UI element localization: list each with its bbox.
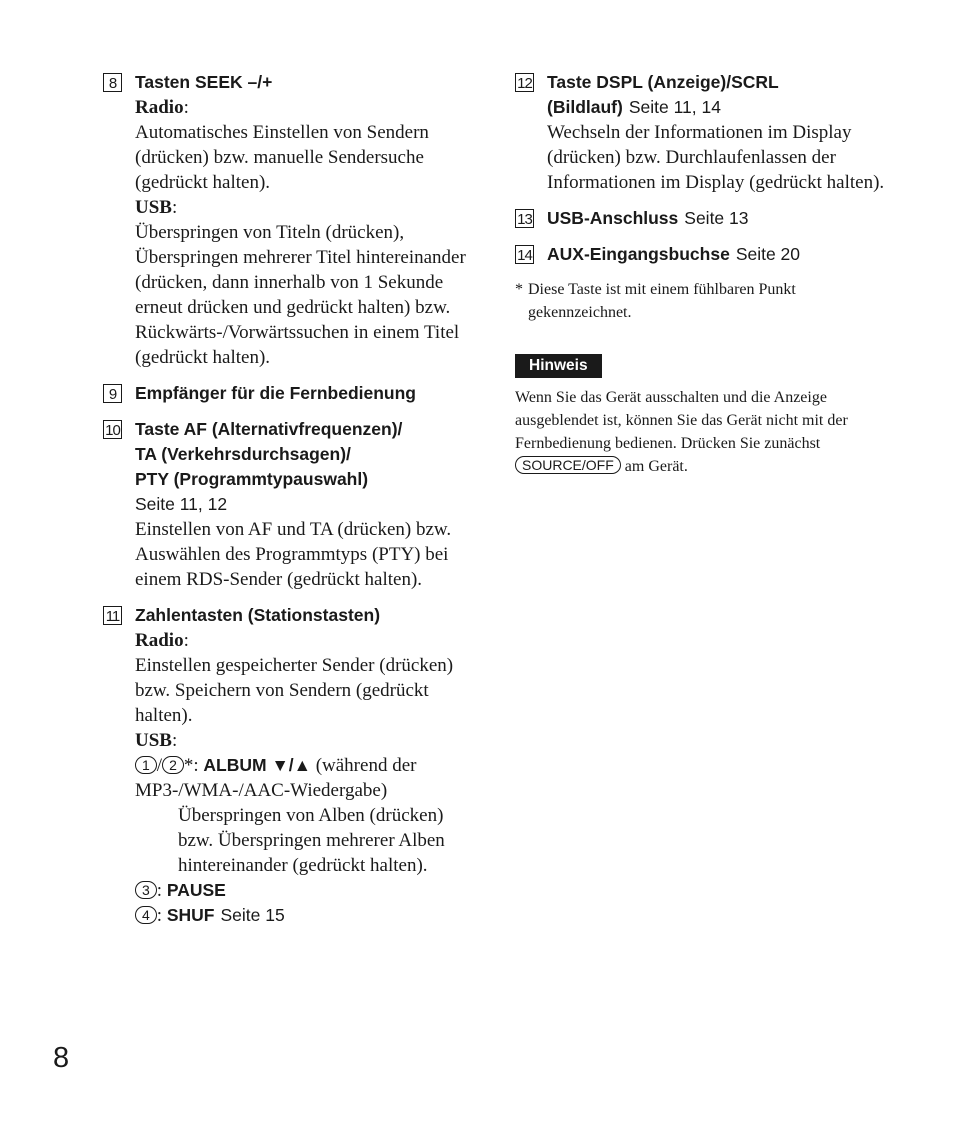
album-line: 1 / 2 *: ALBUM ▼/▲ (während der — [135, 753, 473, 778]
button-3-symbol: 3 — [135, 881, 157, 899]
album-label: ALBUM ▼/▲ — [203, 755, 311, 775]
item-11: 11 Zahlentasten (Stationstasten) Radio: Einstellen gespeicherter Sender (drücken) bzw. Speichern von Sendern (gedrückt halten). USB: 1 / 2 *: ALBUM ▼/▲ (während der MP3-/WMA-/AAC-Wiedergabe) Überspringen von Alben (drücken) bzw. Überspringen mehrerer Alben hintereinander (gedrückt halten). 3 : PAUSE 4 : SHUF Seite 15 — [103, 603, 473, 928]
shuf-line: 4 : SHUF Seite 15 — [135, 903, 473, 928]
item-12 — [515, 70, 885, 195]
radio-description: Automatisches Einstellen von Sendern (drücken) bzw. manuelle Sendersuche (gedrückt halten). — [135, 122, 429, 193]
footnote-text: Diese Taste ist mit einem fühlbaren Punkt gekennzeichnet. — [528, 281, 796, 321]
right-column — [515, 70, 885, 478]
page-reference: Seite 11, 12 — [135, 494, 228, 514]
item-number: 9 — [103, 384, 122, 403]
item-13 — [515, 206, 885, 231]
item-title: Zahlentasten (Stationstasten) — [135, 605, 381, 625]
hinweis-text — [515, 386, 885, 478]
item-description: Wechseln der Informationen im Display (drücken) bzw. Durchlaufenlassen der Informationen im Display (gedrückt halten). — [547, 122, 885, 193]
item-title: USB-Anschluss — [547, 208, 679, 228]
hinweis-end: am Gerät. — [624, 458, 688, 475]
radio-label: Radio — [135, 630, 184, 651]
page-reference: Seite 20 — [735, 244, 801, 264]
radio-label: Radio — [135, 97, 184, 118]
item-14 — [515, 242, 885, 267]
item-8: 8 Tasten SEEK –/+ Radio: Automatisches Einstellen von Sendern (drücken) bzw. manuelle Sendersuche (gedrückt halten). USB: Überspringen von Titeln (drücken), Überspringen mehrerer Titel hintereinander (drücken, dann innerhalb von 1 Sekunde erneut drücken und gedrückt halten) bzw. Rückwärts-/Vorwärtssuchen in einem Titel (gedrückt halten). — [103, 70, 473, 370]
hinweis-label: Hinweis — [515, 354, 602, 378]
button-4-symbol: 4 — [135, 906, 157, 924]
album-line-2: MP3-/WMA-/AAC-Wiedergabe) — [135, 780, 388, 801]
item-title-line-2: (Bildlauf) — [547, 97, 623, 117]
page-reference: Seite 11, 14 — [628, 97, 721, 117]
item-title: Empfänger für die Fernbedienung — [135, 383, 416, 403]
page-reference: Seite 13 — [684, 208, 749, 228]
radio-description: Einstellen gespeicherter Sender (drücken) bzw. Speichern von Sendern (gedrückt halten). — [135, 655, 454, 726]
shuf-label: SHUF — [166, 905, 215, 925]
page-number: 8 — [53, 1042, 70, 1074]
left-column — [103, 70, 473, 928]
item-number: 12 — [515, 73, 534, 92]
item-number: 11 — [103, 606, 122, 625]
item-title: Tasten SEEK –/+ — [135, 72, 273, 92]
item-10 — [103, 417, 473, 592]
item-number: 10 — [103, 420, 122, 439]
item-description: Einstellen von AF und TA (drücken) bzw. Auswählen des Programmtyps (PTY) bei einem RDS-Sender (gedrückt halten). — [135, 519, 452, 590]
pause-label: PAUSE — [166, 880, 226, 900]
usb-label: USB — [135, 197, 172, 218]
item-title-line-2: TA (Verkehrsdurchsagen)/ — [135, 444, 351, 464]
button-2-symbol: 2 — [162, 756, 184, 774]
button-1-symbol: 1 — [135, 756, 157, 774]
usb-description: Überspringen von Titeln (drücken), Überspringen mehrerer Titel hintereinander (drücken, dann innerhalb von 1 Sekunde erneut drücken und gedrückt halten) bzw. Rückwärts-/Vorwärtssuchen in einem Titel (gedrückt halten). — [135, 222, 466, 368]
item-9 — [103, 381, 473, 406]
item-number: 8 — [103, 73, 122, 92]
item-number: 13 — [515, 209, 534, 228]
pause-line: 3 : PAUSE — [135, 878, 473, 903]
album-description: Überspringen von Alben (drücken) bzw. Überspringen mehrerer Alben hintereinander (gedrückt halten). — [178, 805, 445, 876]
item-title-line-1: Taste AF (Alternativfrequenzen)/ — [135, 419, 403, 439]
item-number: 14 — [515, 245, 534, 264]
page-reference: Seite 15 — [220, 905, 285, 925]
footnote — [515, 278, 885, 324]
item-title-line-1: Taste DSPL (Anzeige)/SCRL — [547, 72, 779, 92]
source-off-button-symbol: SOURCE/OFF — [515, 456, 621, 474]
hinweis-body: Wenn Sie das Gerät ausschalten und die Anzeige ausgeblendet ist, können Sie das Gerät nicht mit der Fernbedienung bedienen. Drücken Sie zunächst — [515, 389, 848, 452]
album-suffix: (während der — [315, 755, 417, 776]
footnote-marker: * — [515, 281, 523, 298]
usb-label: USB — [135, 730, 172, 751]
item-title: AUX-Eingangsbuchse — [547, 244, 730, 264]
item-title-line-3: PTY (Programmtypauswahl) — [135, 469, 369, 489]
